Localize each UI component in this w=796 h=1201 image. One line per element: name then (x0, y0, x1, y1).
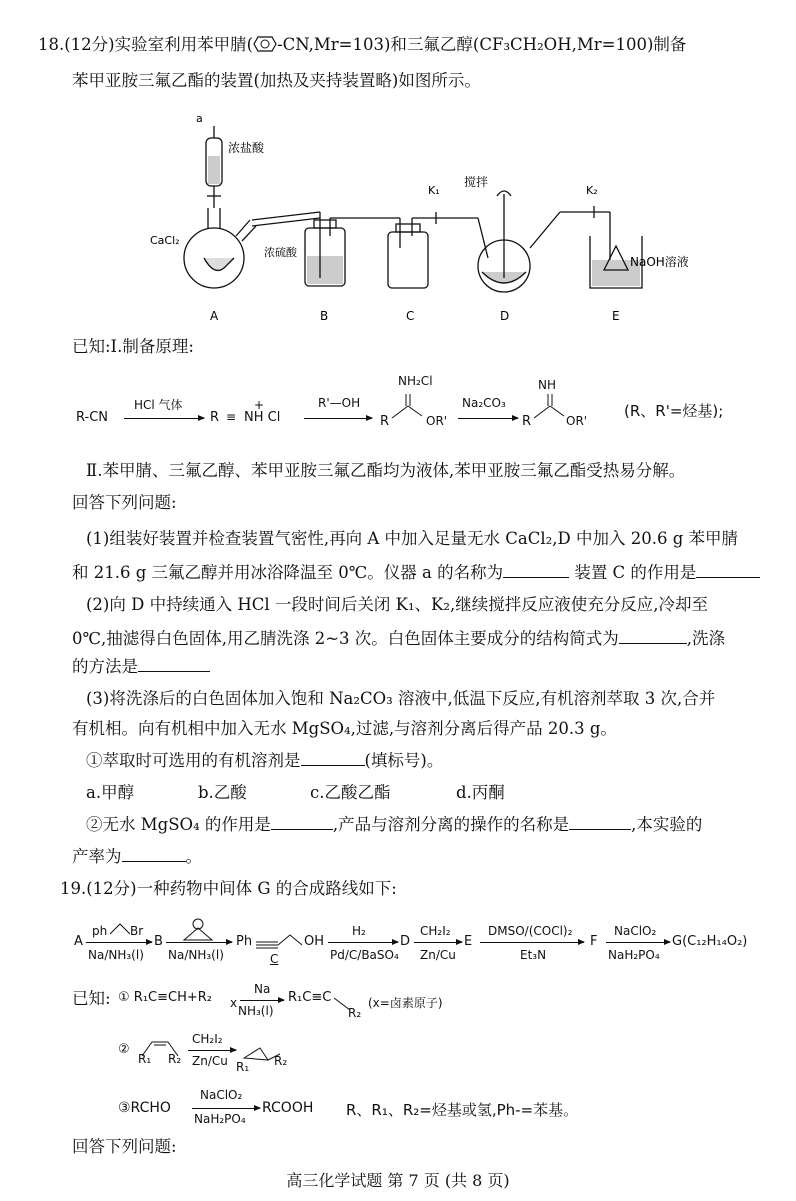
blank-3[interactable] (619, 629, 687, 644)
q18-p3d-text3: ,本实验的 (631, 815, 703, 834)
q18-p1c-text: 装置 C 的作用是 (574, 563, 697, 582)
route-r1-bot: Na/NH₃(l) (88, 948, 144, 962)
q18-line1-text-b: -CN,Mr=103)和三氟乙醇(CF₃CH₂OH,Mr=100)制备 (277, 35, 687, 54)
scheme-arrow-3 (458, 418, 518, 419)
route-A: A (74, 934, 83, 949)
k2-r1: R₁ (138, 1052, 152, 1066)
option-c: c.乙酸乙酯 (310, 783, 391, 802)
label-k2: K₂ (586, 184, 598, 197)
q18-p2d (72, 656, 210, 678)
scheme-triple-bond: ≡ (226, 410, 237, 424)
route-r5-bot: Et₃N (520, 948, 547, 962)
k3-top: NaClO₂ (200, 1088, 243, 1102)
route-C-chain (256, 932, 310, 954)
q18-p1b-text: 和 21.6 g 三氟乙醇并用冰浴降温至 0℃。仪器 a 的名称为 (72, 563, 504, 582)
apparatus-diagram (0, 108, 796, 328)
scheme-arrow-1 (124, 418, 204, 419)
q18-line1-text: 18.(12分)实验室利用苯甲腈( (38, 35, 254, 54)
q18-p2b (72, 628, 725, 650)
blank-1[interactable] (503, 563, 569, 578)
q18-p1a: (1)组装好装置并检查装置气密性,再向 A 中加入足量无水 CaCl₂,D 中加入 20.6 g 苯甲腈 (86, 529, 738, 548)
label-conc-h2so4: 浓硫酸 (264, 246, 297, 259)
k1-lhs: ① R₁C≡CH+R₂ (118, 990, 212, 1005)
k2-num: ② (118, 1042, 130, 1057)
q18-p2c-text: ,洗涤 (686, 629, 726, 648)
k1-arrow (240, 1000, 284, 1001)
q18-p2d-text: 的方法是 (72, 657, 138, 676)
route-D: D (400, 934, 411, 949)
benzene-ring-icon (253, 36, 277, 52)
q18-p2a: (2)向 D 中持续通入 HCl 一段时间后关闭 K₁、K₂,继续搅拌反应液使充分反应,冷却至 (86, 595, 708, 614)
option-b: b.乙酸 (198, 783, 247, 802)
q18-p3c-text2: (填标号)。 (364, 751, 444, 770)
q18-p3a: (3)将洗涤后的白色固体加入饱和 Na₂CO₃ 溶液中,低温下反应,有机溶剂萃取 3 次,合并 (86, 689, 716, 708)
scheme-na2co3: Na₂CO₃ (462, 396, 506, 410)
scheme-roh: R'—OH (318, 396, 361, 410)
route-r4-top: CH₂I₂ (420, 924, 451, 938)
q18-options (86, 782, 505, 804)
scheme-nh2-product: NH (538, 378, 556, 392)
k2-pr1: R₁ (236, 1060, 250, 1074)
page-footer: 高三化学试题 第 7 页 (共 8 页) (286, 1171, 510, 1190)
route-r5-top: DMSO/(COCl)₂ (488, 924, 573, 938)
q18-answer: 回答下列问题: (72, 493, 177, 512)
route-r3-top: H₂ (352, 924, 366, 938)
route-r3-bot: Pd/C/BaSO₄ (330, 948, 399, 962)
label-B: B (320, 309, 329, 323)
blank-8[interactable] (122, 847, 186, 862)
scheme-r2: R (380, 414, 390, 429)
q18-p3e-end: 。 (185, 847, 202, 866)
label-naoh: NaOH溶液 (630, 255, 689, 269)
label-stir: 搅拌 (464, 175, 489, 189)
label-k1: K₁ (428, 184, 440, 197)
scheme-note: (R、R'=烃基); (624, 402, 724, 420)
q18-p3d-text2: ,产品与溶剂分离的操作的名称是 (332, 815, 570, 834)
scheme-r1: R (210, 410, 220, 425)
apparatus-c (388, 212, 478, 288)
q18-p3d (86, 814, 702, 836)
route-C-start: Ph (236, 934, 253, 949)
k3-note: R、R₁、R₂=烃基或氢,Ph-=苯基。 (346, 1101, 579, 1119)
route-r1-top: ph (92, 924, 108, 938)
known-ii: Ⅱ.苯甲腈、三氟乙醇、苯甲亚胺三氟乙酯均为液体,苯甲亚胺三氟乙酯受热易分解。 (86, 461, 686, 480)
label-C: C (406, 309, 415, 323)
k3-bot: NaH₂PO₄ (194, 1112, 246, 1126)
route-C-oh: OH (304, 934, 325, 949)
route-F: F (590, 934, 598, 949)
blank-4[interactable] (138, 657, 210, 672)
k1-top: Na (254, 982, 271, 996)
blank-7[interactable] (569, 815, 631, 830)
label-a-funnel: a (196, 112, 203, 125)
k2-arrow (188, 1050, 236, 1051)
option-a: a.甲醇 (86, 783, 135, 802)
known-i: 已知:Ⅰ.制备原理: (72, 337, 194, 356)
route-r2-bot: Na/NH₃(l) (168, 948, 224, 962)
k1-note: (x=卤素原子) (368, 996, 443, 1010)
scheme-r3: R (522, 414, 532, 429)
blank-5[interactable] (301, 751, 365, 766)
scheme-or2: OR' (566, 414, 588, 428)
k3-arrow (192, 1108, 260, 1109)
q18-p2b-text: 0℃,抽滤得白色固体,用乙腈洗涤 2~3 次。白色固体主要成分的结构简式为 (72, 629, 619, 648)
q18-line2: 苯甲亚胺三氟乙酯的装置(加热及夹持装置略)如图所示。 (72, 71, 481, 90)
apparatus-b (305, 212, 400, 286)
scheme-plus: + (254, 398, 265, 412)
q18-p3b: 有机相。向有机相中加入无水 MgSO₄,过滤,与溶剂分离后得产品 20.3 g。 (72, 719, 617, 738)
scheme-nh: NH Cl (244, 410, 281, 425)
q18-p3d-text1: ②无水 MgSO₄ 的作用是 (86, 815, 271, 834)
q19-known-label: 已知: (72, 989, 111, 1008)
k1-x: x (230, 996, 238, 1010)
route-r1-top2: Br (130, 924, 144, 938)
q18-p3e (72, 846, 202, 868)
q18-line1 (38, 34, 686, 56)
q19-title: 19.(12分)一种药物中间体 G 的合成路线如下: (60, 879, 397, 898)
q18-p3e-text: 产率为 (72, 847, 122, 866)
route-r4-bot: Zn/Cu (420, 948, 456, 962)
k1-prod: R₁C≡C (288, 990, 332, 1005)
k2-bot: Zn/Cu (192, 1054, 228, 1068)
route-arrow-6 (606, 942, 670, 943)
scheme-rcn: R-CN (76, 410, 108, 425)
route-arrow-2 (166, 942, 232, 943)
blank-6[interactable] (271, 815, 333, 830)
label-conc-hcl: 浓盐酸 (228, 141, 265, 155)
route-r6-top: NaClO₂ (614, 924, 657, 938)
label-cacl2: CaCl₂ (150, 234, 180, 247)
route-arrow-1 (86, 942, 152, 943)
k2-r2: R₂ (168, 1052, 182, 1066)
k1-bot: NH₃(l) (238, 1004, 274, 1018)
label-E: E (612, 309, 620, 323)
scheme-hcl: HCl 气体 (134, 398, 183, 412)
q18-p3c-text: ①萃取时可选用的有机溶剂是 (86, 751, 301, 770)
scheme-or1: OR' (426, 414, 448, 428)
route-arrow-5 (480, 942, 584, 943)
label-A: A (210, 309, 219, 323)
k2-pr2: R₂ (274, 1054, 288, 1068)
route-arrow-3 (328, 942, 398, 943)
epoxide-icon (180, 918, 216, 942)
blank-2[interactable] (696, 563, 760, 578)
route-E: E (464, 934, 473, 949)
q18-p1b (72, 562, 760, 584)
scheme-nh2cl: NH₂Cl (398, 374, 433, 388)
option-d: d.丙酮 (456, 783, 505, 802)
k3-lhs: ③RCHO (118, 1100, 171, 1116)
scheme-imidate-salt (390, 392, 430, 422)
route-B: B (154, 934, 163, 949)
k1-r2: R₂ (348, 1006, 362, 1020)
q18-p3c (86, 750, 443, 772)
k3-rhs: RCOOH (262, 1100, 314, 1116)
q19-answer: 回答下列问题: (72, 1137, 177, 1156)
route-G: G(C₁₂H₁₄O₂) (672, 934, 748, 949)
route-r6-bot: NaH₂PO₄ (608, 948, 660, 962)
route-arrow-4 (414, 942, 462, 943)
scheme-arrow-2 (304, 418, 372, 419)
route-C-label: C (270, 952, 279, 966)
label-D: D (500, 309, 510, 323)
k2-top: CH₂I₂ (192, 1032, 223, 1046)
